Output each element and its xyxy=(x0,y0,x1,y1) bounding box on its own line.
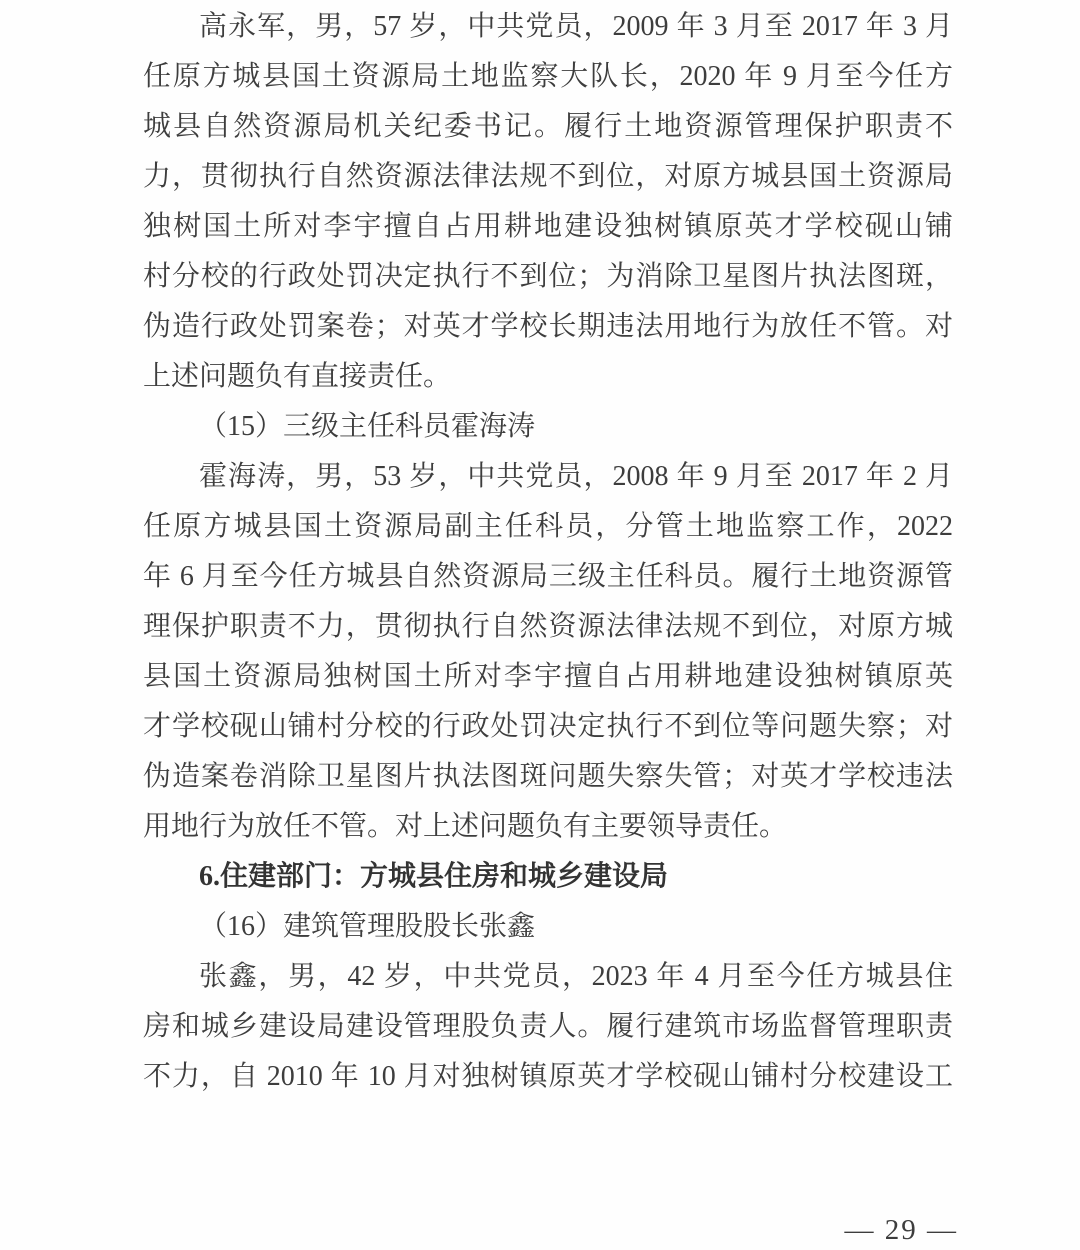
paragraph xyxy=(143,2,953,402)
text-line: 力，贯彻执行自然资源法律法规不到位，对原方城县国土资源局 xyxy=(143,161,953,192)
text-line: 高永军，男，57 岁，中共党员，2009 年 3 月至 2017 年 3 月 xyxy=(199,11,953,42)
text-line: 用地行为放任不管。对上述问题负有主要领导责任。 xyxy=(143,811,788,842)
text-line: 霍海涛，男，53 岁，中共党员，2008 年 9 月至 2017 年 2 月 xyxy=(199,461,953,492)
page-number: — 29 — xyxy=(844,1214,958,1246)
text-line: 伪造行政处罚案卷；对英才学校长期违法用地行为放任不管。对 xyxy=(143,311,953,342)
text-line: 房和城乡建设局建设管理股负责人。履行建筑市场监督管理职责 xyxy=(143,1011,953,1042)
text-line: 村分校的行政处罚决定执行不到位；为消除卫星图片执法图斑， xyxy=(143,261,953,292)
text-line: 城县自然资源局机关纪委书记。履行土地资源管理保护职责不 xyxy=(143,111,953,142)
text-line: 任原方城县国土资源局副主任科员，分管土地监察工作，2022 xyxy=(143,511,953,542)
text-line: 不力，自 2010 年 10 月对独树镇原英才学校砚山铺村分校建设工 xyxy=(143,1061,953,1092)
document-body xyxy=(143,2,953,1102)
text-line: 独树国土所对李宇擅自占用耕地建设独树镇原英才学校砚山铺 xyxy=(143,211,953,242)
paragraph-continued xyxy=(143,952,953,1102)
text-line: 6.住建部门：方城县住房和城乡建设局 xyxy=(199,861,669,892)
text-line: 年 6 月至今任方城县自然资源局三级主任科员。履行土地资源管 xyxy=(143,561,953,592)
item-heading xyxy=(143,402,953,452)
paragraph xyxy=(143,452,953,852)
item-heading xyxy=(143,902,953,952)
text-line: （15）三级主任科员霍海涛 xyxy=(199,411,536,442)
text-line: 上述问题负有直接责任。 xyxy=(143,361,452,392)
text-line: （16）建筑管理股股长张鑫 xyxy=(199,911,536,942)
text-line: 县国土资源局独树国土所对李宇擅自占用耕地建设独树镇原英 xyxy=(143,661,953,692)
text-line: 伪造案卷消除卫星图片执法图斑问题失察失管；对英才学校违法 xyxy=(143,761,953,792)
section-heading xyxy=(143,852,953,902)
page-footer xyxy=(845,1205,959,1250)
text-line: 才学校砚山铺村分校的行政处罚决定执行不到位等问题失察；对 xyxy=(143,711,953,742)
text-line: 张鑫，男，42 岁，中共党员，2023 年 4 月至今任方城县住 xyxy=(199,961,953,992)
text-line: 任原方城县国土资源局土地监察大队长，2020 年 9 月至今任方 xyxy=(143,61,953,92)
text-line: 理保护职责不力，贯彻执行自然资源法律法规不到位，对原方城 xyxy=(143,611,953,642)
